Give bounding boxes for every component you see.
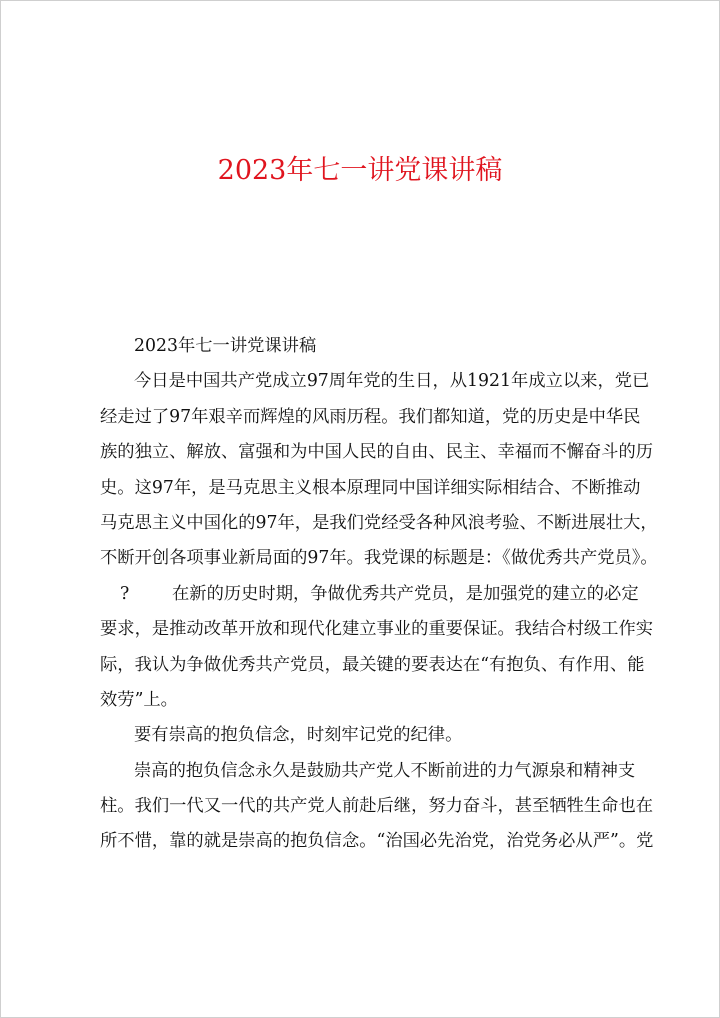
body-line: 经走过了97年艰辛而辉煌的风雨历程。我们都知道，党的历史是中华民: [100, 406, 641, 427]
body-line: 族的独立、解放、富强和为中国人民的自由、民主、幸福而不懈奋斗的历: [100, 442, 654, 463]
body-line: 要求，是推动改革开放和现代化建立事业的重要保证。我结合村级工作实: [100, 619, 654, 640]
body-line: 2023年七一讲党课讲稿: [134, 336, 317, 356]
document-title: 2023年七一讲党课讲稿: [217, 155, 503, 186]
body-line: 际，我认为争做优秀共产党员，最关键的要表达在“有抱负、有作用、能: [100, 654, 645, 675]
body-line-text: 在新的历史时期，争做优秀共产党员，是加强党的建立的必定: [172, 583, 639, 604]
body-line: [100, 577, 639, 612]
body-line: 要有崇高的抱负信念，时刻牢记党的纪律。: [134, 725, 463, 746]
body-line: 崇高的抱负信念永久是鼓励共产党人不断前进的力气源泉和精神支: [134, 760, 636, 781]
document-body: [100, 329, 658, 860]
body-line: 马克思主义中国化的97年，是我们党经受各种风浪考验、不断进展壮大，: [100, 512, 658, 533]
body-line: 不断开创各项事业新局面的97年。我党课的标题是：《做优秀共产党员》。: [100, 548, 658, 569]
placeholder-question-mark: ?: [120, 583, 130, 604]
body-line: 效劳”上。: [100, 689, 178, 710]
body-line: 所不惜，靠的就是崇高的抱负信念。“治国必先治党，治党务必从严”。党: [100, 831, 654, 852]
body-line: 史。这97年，是马克思主义根本原理同中国详细实际相结合、不断推动: [100, 477, 641, 498]
body-line: 柱。我们一代又一代的共产党人前赴后继，努力奋斗，甚至牺牲生命也在: [100, 796, 654, 817]
body-line: 今日是中国共产党成立97周年党的生日，从1921年成立以来，党已: [134, 371, 650, 392]
